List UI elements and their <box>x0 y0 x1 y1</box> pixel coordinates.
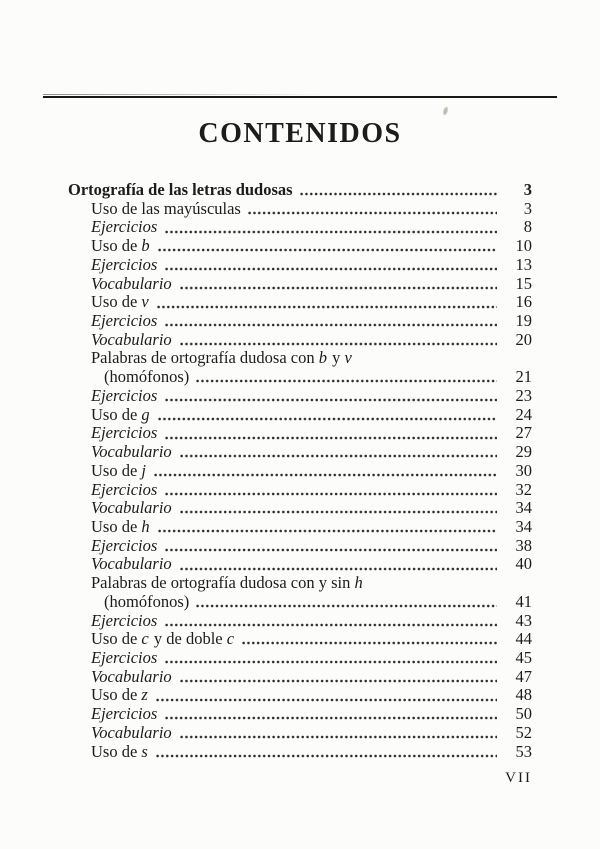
toc-page-number: 10 <box>515 236 532 256</box>
toc-row <box>68 649 532 668</box>
dot-leader <box>165 323 497 327</box>
toc-page-number: 19 <box>515 311 532 331</box>
toc-row <box>68 555 532 574</box>
toc-row <box>68 275 532 294</box>
toc-entry-label: Vocabulario <box>91 554 172 574</box>
toc-row <box>68 462 532 481</box>
toc-page-number: 47 <box>515 666 532 686</box>
toc-row <box>68 481 532 500</box>
toc-entry-label: Ejercicios <box>91 647 158 667</box>
toc-row <box>68 668 532 687</box>
toc-page-number: 40 <box>515 554 532 574</box>
dot-leader <box>165 660 497 664</box>
dot-leader <box>158 417 497 421</box>
toc-entry-label: Ejercicios <box>91 254 158 274</box>
toc-row <box>68 593 532 612</box>
header-rule-line <box>43 96 557 98</box>
dot-leader <box>180 679 497 683</box>
toc-row <box>68 499 532 518</box>
dot-leader <box>158 529 497 533</box>
toc-entry-label: Ortografía de las letras dudosas <box>68 180 293 199</box>
toc-page-number: 34 <box>515 516 532 536</box>
toc-entry-label: Vocabulario <box>91 666 172 686</box>
toc-page-number: 16 <box>515 292 532 312</box>
toc-entry-label: (homófonos) <box>104 367 190 387</box>
dot-leader <box>196 379 497 383</box>
toc-page-number: 45 <box>515 647 532 667</box>
toc-entry-label: Uso de j <box>91 460 147 480</box>
toc-entry-label: Ejercicios <box>91 704 158 724</box>
toc-row <box>68 443 532 462</box>
toc-entry-label: (homófonos) <box>104 591 190 611</box>
toc-row <box>68 368 532 387</box>
toc-page-number: 15 <box>515 273 532 293</box>
dot-leader <box>242 641 497 645</box>
dot-leader <box>248 211 497 215</box>
toc-row <box>68 724 532 743</box>
toc-page-number: 52 <box>515 722 532 742</box>
dot-leader <box>165 492 497 496</box>
scan-speck <box>442 105 450 116</box>
toc-page-number: 8 <box>523 217 532 237</box>
toc-row <box>68 293 532 312</box>
dot-leader <box>180 510 497 514</box>
toc-row <box>68 331 532 350</box>
toc-entry-label: Vocabulario <box>91 329 172 349</box>
toc-page-number: 27 <box>515 423 532 443</box>
toc-row <box>68 200 532 219</box>
dot-leader <box>165 398 497 402</box>
toc-row <box>68 518 532 537</box>
dot-leader <box>180 286 497 290</box>
dot-leader <box>165 548 497 552</box>
dot-leader <box>180 567 497 571</box>
toc-entry-label: Ejercicios <box>91 423 158 443</box>
toc-row <box>68 237 532 256</box>
toc-row <box>68 218 532 237</box>
toc-entry-label: Uso de z <box>91 685 148 705</box>
page-title: CONTENIDOS <box>198 118 402 149</box>
toc-entry-label: Uso de v <box>91 292 149 312</box>
toc-page-number: 32 <box>515 479 532 499</box>
toc-row <box>68 630 532 649</box>
toc-row <box>68 406 532 425</box>
toc-entry-label: Palabras de ortografía dudosa con b y v <box>91 348 352 368</box>
toc-page-number: 29 <box>515 442 532 462</box>
toc-entry-label: Ejercicios <box>91 535 158 555</box>
dot-leader <box>165 716 497 720</box>
toc-entry-label: Ejercicios <box>91 385 158 405</box>
toc-page-number: 20 <box>515 329 532 349</box>
toc-page-number: 21 <box>515 367 532 387</box>
dot-leader <box>180 342 497 346</box>
dot-leader <box>180 735 497 739</box>
dot-leader <box>180 454 497 458</box>
dot-leader <box>300 192 497 196</box>
toc-entry-label: Uso de h <box>91 516 150 536</box>
toc-entry-label: Ejercicios <box>91 610 158 630</box>
toc-entry-label: Uso de las mayúsculas <box>91 198 241 218</box>
toc-row <box>68 686 532 705</box>
toc-entry-label: Ejercicios <box>91 311 158 331</box>
dot-leader <box>196 604 497 608</box>
toc-entry-label: Vocabulario <box>91 442 172 462</box>
folio-page-number: VII <box>505 770 532 786</box>
toc-page-number: 34 <box>515 498 532 518</box>
toc-page-number: 3 <box>523 198 532 218</box>
toc-entry-label: Uso de s <box>91 741 148 761</box>
toc-entry-label: Vocabulario <box>91 273 172 293</box>
dot-leader <box>156 698 497 702</box>
toc-page-number: 24 <box>515 404 532 424</box>
toc-row <box>68 312 532 331</box>
toc-page-number: 23 <box>515 385 532 405</box>
dot-leader <box>165 436 497 440</box>
toc-row <box>68 349 532 368</box>
toc-entry-label: Uso de g <box>91 404 150 424</box>
toc-row <box>68 705 532 724</box>
toc-chapter-row <box>68 181 532 200</box>
toc-page-number: 3 <box>523 180 532 199</box>
toc-page-number: 53 <box>515 741 532 761</box>
toc-row <box>68 424 532 443</box>
dot-leader <box>156 754 497 758</box>
toc-page-number: 48 <box>515 685 532 705</box>
dot-leader <box>165 230 497 234</box>
toc-entry-label: Vocabulario <box>91 722 172 742</box>
toc-row <box>68 387 532 406</box>
dot-leader <box>165 267 497 271</box>
toc-entry-label: Uso de b <box>91 236 150 256</box>
dot-leader <box>154 473 497 477</box>
toc-page-number: 38 <box>515 535 532 555</box>
toc-entry-label: Ejercicios <box>91 479 158 499</box>
toc-row <box>68 612 532 631</box>
toc-entry-label: Palabras de ortografía dudosa con y sin h <box>91 573 363 593</box>
toc-entry-label: Uso de c y de doble c <box>91 629 235 649</box>
toc-row <box>68 743 532 762</box>
header-rule <box>43 94 557 100</box>
toc-row <box>68 537 532 556</box>
toc-page-number: 41 <box>515 591 532 611</box>
toc-page-number: 43 <box>515 610 532 630</box>
toc-page-number: 30 <box>515 460 532 480</box>
toc-page-number: 13 <box>515 254 532 274</box>
toc-page-number: 50 <box>515 704 532 724</box>
toc-row <box>68 256 532 275</box>
toc-entry-label: Ejercicios <box>91 217 158 237</box>
dot-leader <box>158 248 497 252</box>
toc-page-number: 44 <box>515 629 532 649</box>
table-of-contents <box>68 181 532 761</box>
dot-leader <box>157 305 497 309</box>
toc-row <box>68 574 532 593</box>
toc-entry-label: Vocabulario <box>91 498 172 518</box>
dot-leader <box>165 623 497 627</box>
